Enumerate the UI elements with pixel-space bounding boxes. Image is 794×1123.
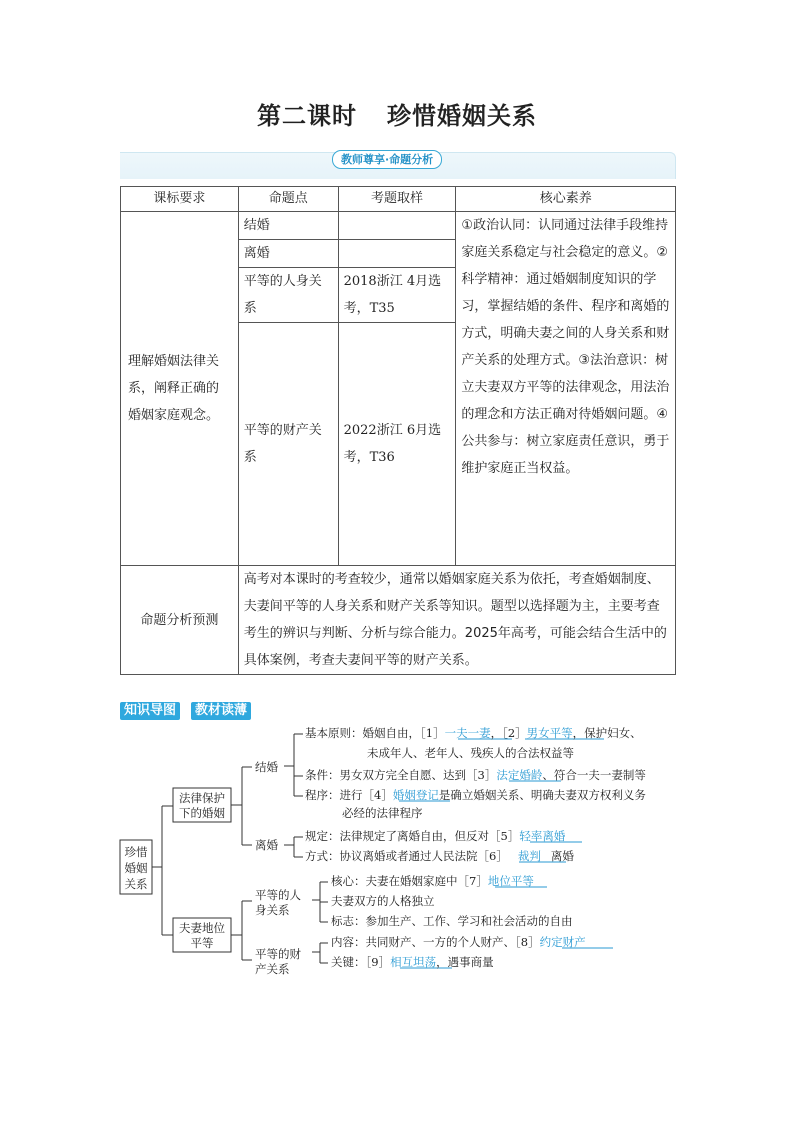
map-line-core: 核心：夫妻在婚姻家庭中［7］地位平等: [331, 874, 534, 888]
point-cell: 平等的人身关系: [238, 268, 338, 323]
map-line-procedure: 程序：进行［4］婚姻登记是确立婚姻关系、明确夫妻双方权利义务: [305, 788, 646, 802]
knowledge-map-tag: 知识导图: [120, 702, 180, 720]
banner-label: 教师尊享·命题分析: [332, 150, 442, 169]
node-personal-1: 平等的人: [255, 888, 301, 902]
sample-cell: 2018浙江 4月选考，T35: [338, 268, 456, 323]
node-property-2: 产关系: [255, 962, 290, 976]
root-line-1: 珍惜: [124, 845, 148, 859]
prediction-text: 高考对本课时的考查较少，通常以婚姻家庭关系为依托，考查婚姻制度、夫妻间平等的人身关系和财产关系等知识。题型以选择题为主，主要考查考生的辨识与判断、分析与综合能力。2025年高考，可能会结合生活中的具体案例，考查夫妻间平等的财产关系。: [238, 566, 675, 675]
map-line-content: 内容：共同财产、一方的个人财产、［8］约定财产: [331, 935, 586, 949]
branch2-line-2: 平等: [190, 936, 214, 950]
map-line-method: 方式：协议离婚或者通过人民法院［6］ 裁判 离婚: [305, 849, 574, 863]
map-line-procedure-cont: 必经的法律程序: [342, 806, 423, 820]
map-line-key: 关键：［9］相互坦荡，遇事商量: [331, 955, 494, 969]
node-divorce: 离婚: [255, 838, 278, 852]
textbook-tag: 教材读薄: [191, 702, 251, 720]
core-cell: ①政治认同：认同通过法律手段维持家庭关系稳定与社会稳定的意义。②科学精神：通过婚姻制度知识的学习，掌握结婚的条件、程序和离婚的方式，明确夫妻之间的人身关系和财产关系的处理方式。③法治意识：树立夫妻双方平等的法律观念，用法治的理念和方法正确对待婚姻问题。④公共参与：树立家庭责任意识，勇于维护家庭正当权益。: [456, 212, 676, 566]
header-point: 命题点: [238, 187, 338, 212]
header-core: 核心素养: [456, 187, 676, 212]
root-line-3: 关系: [124, 877, 148, 891]
point-cell: 结婚: [238, 212, 338, 240]
node-property-1: 平等的财: [255, 947, 301, 961]
branch1-line-1: 法律保护: [179, 791, 225, 805]
header-sample: 考题取样: [338, 187, 456, 212]
point-cell: 离婚: [238, 240, 338, 268]
map-line-sign: 标志：参加生产、工作、学习和社会活动的自由: [331, 914, 573, 928]
branch1-line-2: 下的婚姻: [179, 806, 225, 820]
map-line-rule: 规定：法律规定了离婚自由，但反对［5］轻率离婚: [305, 829, 566, 843]
sample-cell: 2022浙江 6月选考，T36: [338, 323, 456, 566]
map-line-condition: 条件：男女双方完全自愿、达到［3］法定婚龄、符合一夫一妻制等: [305, 768, 646, 782]
node-personal-2: 身关系: [255, 903, 290, 917]
map-line-principle-cont: 未成年人、老年人、残疾人的合法权益等: [367, 746, 574, 760]
lesson-title: 珍惜婚姻关系: [387, 102, 537, 130]
map-line-personality: 夫妻双方的人格独立: [331, 894, 435, 908]
root-line-2: 婚姻: [124, 861, 148, 875]
lesson-label: 第二课时: [257, 102, 357, 130]
requirement-text: 理解婚姻法律关系，阐释正确的婚姻家庭观念。: [128, 354, 220, 423]
header-requirement: 课标要求: [121, 187, 239, 212]
branch2-line-1: 夫妻地位: [179, 921, 225, 935]
map-line-principle: 基本原则：婚姻自由，［1］一夫一妻，［2］男女平等，保护妇女、: [305, 726, 642, 740]
node-marriage: 结婚: [255, 760, 278, 774]
point-cell: 平等的财产关系: [238, 323, 338, 566]
prediction-label: 命题分析预测: [121, 566, 239, 675]
